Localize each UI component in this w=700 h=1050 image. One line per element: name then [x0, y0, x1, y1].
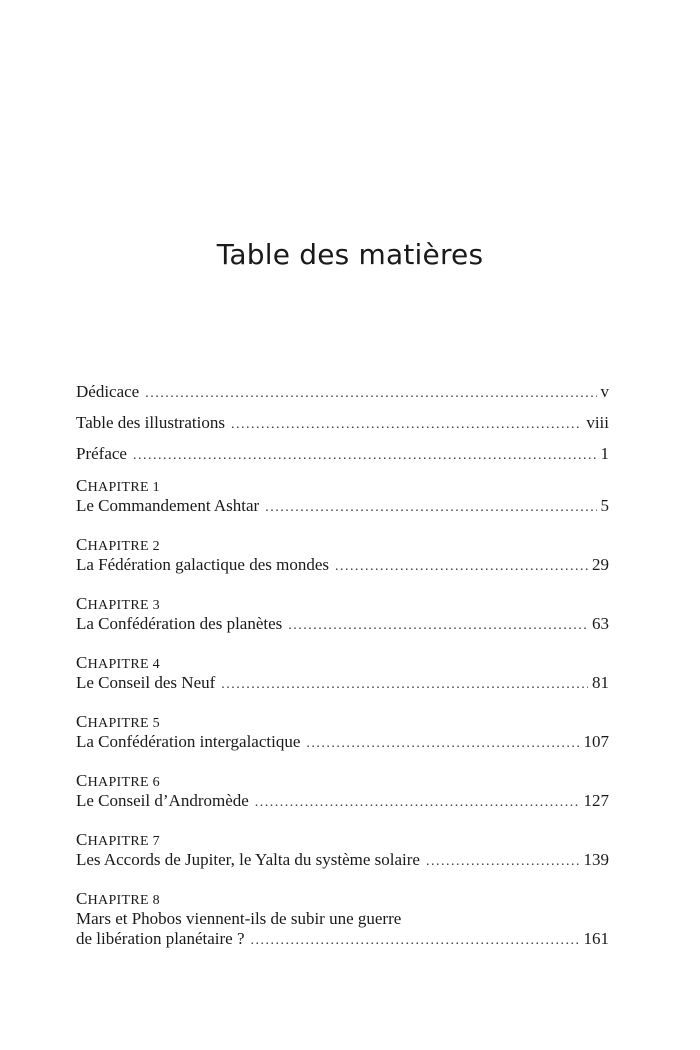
dot-leader	[145, 384, 596, 404]
chapter-heading-initial: C	[76, 653, 88, 672]
toc-entry-title: La Confédération intergalactique	[76, 732, 301, 751]
chapter-entry	[76, 477, 609, 518]
page-number: 29	[592, 555, 609, 574]
dot-leader	[251, 931, 580, 951]
page-number: 107	[583, 732, 609, 751]
toc-front-entry	[76, 382, 609, 404]
chapter-heading-initial: C	[76, 771, 88, 790]
chapter-heading	[76, 595, 609, 614]
chapter-entry	[76, 831, 609, 872]
chapter-heading	[76, 713, 609, 732]
dot-leader	[255, 793, 580, 813]
chapter-title-line: Mars et Phobos viennent-ils de subir une guerre	[76, 909, 402, 928]
chapter-heading	[76, 890, 609, 909]
chapter-heading-rest: HAPITRE 7	[87, 834, 160, 849]
dot-leader	[221, 675, 588, 695]
page-title: Table des matières	[216, 238, 484, 271]
chapter-heading-initial: C	[76, 476, 88, 495]
toc-chapter-row	[76, 732, 609, 754]
front-matter-list	[76, 382, 609, 466]
chapter-entry	[76, 890, 609, 951]
table-of-contents	[76, 382, 609, 969]
toc-chapter-row	[76, 555, 609, 577]
chapter-list	[76, 477, 609, 951]
chapter-heading-rest: HAPITRE 6	[87, 775, 160, 790]
toc-chapter-row	[76, 673, 609, 695]
toc-entry-title: Dédicace	[76, 382, 140, 401]
chapter-entry	[76, 595, 609, 636]
chapter-heading	[76, 536, 609, 555]
chapter-entry	[76, 772, 609, 813]
chapter-heading	[76, 772, 609, 791]
chapter-heading	[76, 831, 609, 850]
dot-leader	[426, 852, 580, 872]
page-number: 5	[600, 496, 609, 515]
chapter-heading-rest: HAPITRE 3	[87, 598, 160, 613]
chapter-heading-rest: HAPITRE 8	[87, 893, 160, 908]
chapter-heading-initial: C	[76, 830, 88, 849]
dot-leader	[306, 734, 579, 754]
toc-entry-title: Le Commandement Ashtar	[76, 496, 260, 515]
page-number: 161	[583, 929, 609, 948]
page-number: 81	[592, 673, 609, 692]
page-number: 139	[583, 850, 609, 869]
toc-chapter-row	[76, 496, 609, 518]
dot-leader	[265, 498, 596, 518]
chapter-heading	[76, 654, 609, 673]
toc-entry-title: de libération planétaire ?	[76, 929, 245, 948]
chapter-entry	[76, 654, 609, 695]
page-number: 1	[600, 444, 609, 463]
chapter-heading-initial: C	[76, 594, 88, 613]
page-number: 63	[592, 614, 609, 633]
page-number: 127	[583, 791, 609, 810]
toc-chapter-row	[76, 929, 609, 951]
toc-entry-title: Le Conseil d’Andromède	[76, 791, 249, 810]
toc-entry-title: Le Conseil des Neuf	[76, 673, 216, 692]
page-number: viii	[586, 413, 609, 432]
toc-chapter-row	[76, 614, 609, 636]
toc-entry-title: Table des illustrations	[76, 413, 225, 432]
dot-leader	[288, 616, 588, 636]
page-number: v	[600, 382, 609, 401]
chapter-heading-rest: HAPITRE 2	[87, 539, 160, 554]
toc-front-entry	[76, 444, 609, 466]
chapter-heading-rest: HAPITRE 1	[87, 480, 160, 495]
chapter-heading-rest: HAPITRE 5	[87, 716, 160, 731]
toc-front-entry	[76, 413, 609, 435]
toc-entry-title: La Fédération galactique des mondes	[76, 555, 330, 574]
chapter-heading-initial: C	[76, 712, 88, 731]
dot-leader	[335, 557, 588, 577]
chapter-entry	[76, 536, 609, 577]
chapter-heading-initial: C	[76, 535, 88, 554]
toc-entry-title: La Confédération des planètes	[76, 614, 283, 633]
toc-entry-title: Préface	[76, 444, 127, 463]
chapter-heading-rest: HAPITRE 4	[87, 657, 160, 672]
dot-leader	[231, 415, 582, 435]
chapter-heading-initial: C	[76, 889, 88, 908]
toc-chapter-row	[76, 791, 609, 813]
chapter-entry	[76, 713, 609, 754]
toc-entry-title: Les Accords de Jupiter, le Yalta du système solaire	[76, 850, 420, 869]
chapter-heading	[76, 477, 609, 496]
dot-leader	[133, 446, 597, 466]
toc-chapter-row	[76, 850, 609, 872]
